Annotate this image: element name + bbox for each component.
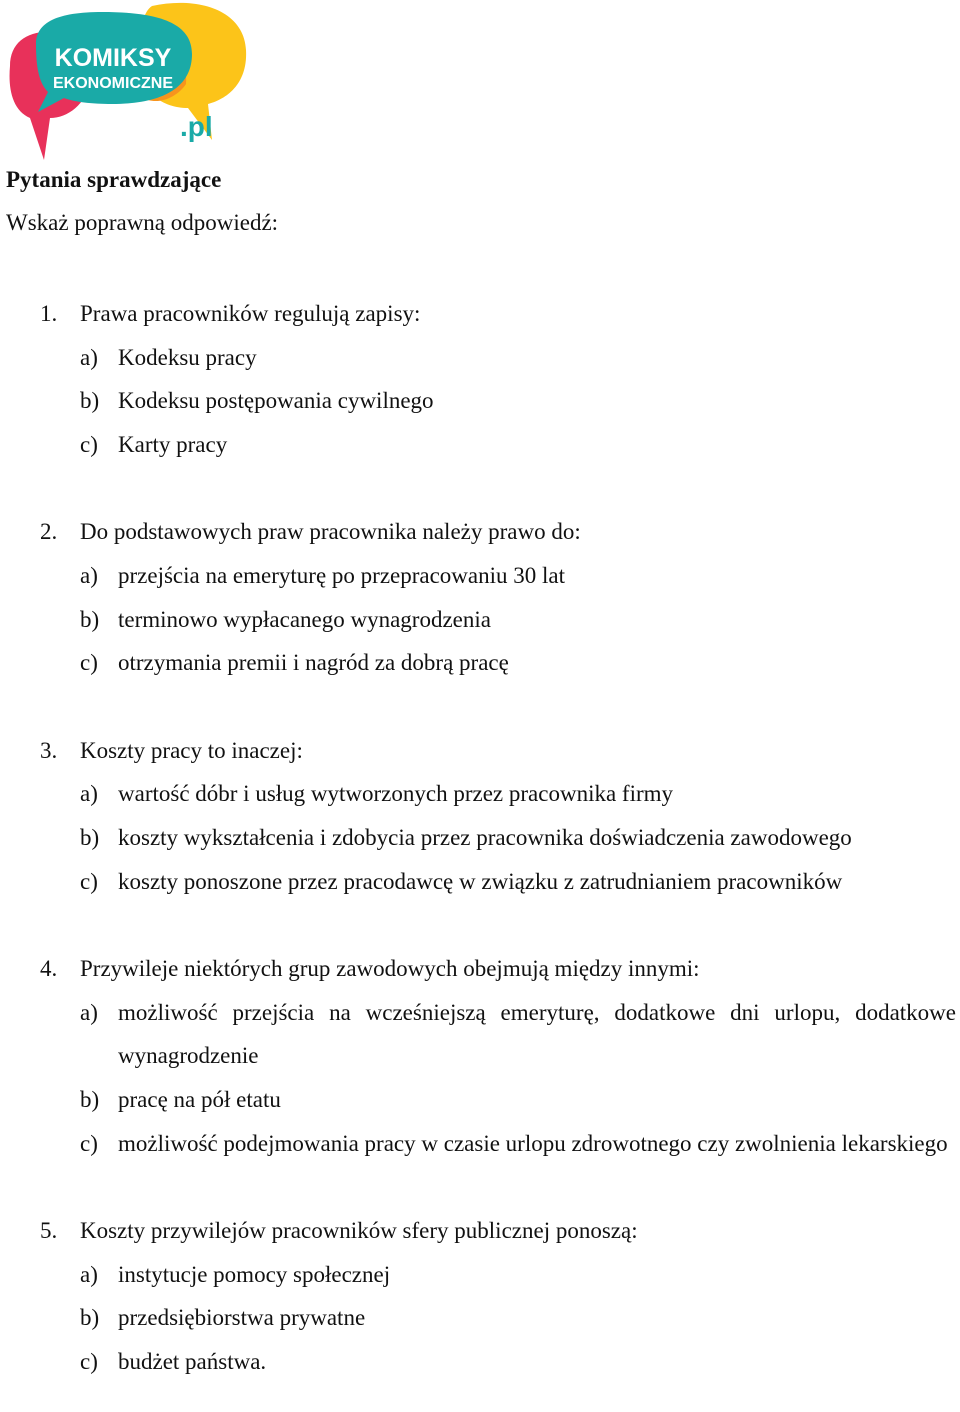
answer-letter: c) [80,650,98,676]
question-row [0,1209,960,1253]
answer-letter: b) [80,1305,100,1331]
answer-text: Karty pracy [118,431,228,457]
question-number: 2. [40,519,58,545]
question-row [0,510,960,554]
answer-option [0,1296,960,1340]
logo-suffix: .pl [180,111,213,142]
answer-letter: c) [80,1348,98,1374]
answer-option [0,1078,960,1122]
question-text: Prawa pracowników regulują zapisy: [80,301,421,326]
answer-option [0,1122,960,1166]
question-number: 1. [40,301,58,326]
answer-option [0,860,960,904]
logo-speech-bubbles-graphic [2,0,247,165]
answer-letter: a) [80,344,98,370]
logo-line2: EKONOMICZNE [53,75,173,92]
instruction-text: Wskaż poprawną odpowiedź: [6,210,279,235]
logo-line1: KOMIKSY [54,44,172,72]
question-row [0,729,960,773]
answer-letter: c) [80,431,98,457]
answer-letter: c) [80,868,98,894]
question-row [0,292,960,336]
answer-letter: b) [80,1086,100,1112]
question-text: Przywileje niektórych grup zawodowych obejmują między innymi: [80,956,700,982]
answer-option [0,336,960,380]
answer-option [0,991,960,1078]
answer-letter: a) [80,999,98,1025]
answer-text: przejścia na emeryturę po przepracowaniu 30 lat [118,562,566,588]
answer-letter: b) [80,824,100,850]
question-text: Koszty pracy to inaczej: [80,737,303,763]
answer-text: przedsiębiorstwa prywatne [118,1305,366,1331]
answer-option [0,598,960,642]
question-row [0,947,960,991]
question-text: Koszty przywilejów pracowników sfery publicznej ponoszą: [80,1218,638,1244]
answer-text: możliwość podejmowania pracy w czasie urlopu zdrowotnego czy zwolnienia lekarskiego [118,1130,948,1156]
answer-letter: b) [80,606,100,632]
answer-option [0,641,960,685]
answer-letter: a) [80,1261,98,1287]
question-number: 5. [40,1218,58,1244]
answer-text: koszty wykształcenia i zdobycia przez pracownika doświadczenia zawodowego [118,824,852,850]
question-list [0,292,960,1383]
question-5 [0,1209,960,1383]
answer-letter: a) [80,781,98,807]
page-title: Pytania sprawdzające [6,167,222,192]
answer-option [0,772,960,816]
answer-option [0,1340,960,1384]
answer-letter: b) [80,388,100,414]
answer-text: terminowo wypłacanego wynagrodzenia [118,606,491,632]
answer-option [0,1253,960,1297]
answer-letter: c) [80,1130,98,1156]
answer-text: wartość dóbr i usług wytworzonych przez pracownika firmy [118,781,674,807]
question-2 [0,510,960,684]
question-1 [0,292,960,466]
answer-text: koszty ponoszone przez pracodawcę w związku z zatrudnianiem pracowników [118,868,843,894]
question-4 [0,947,960,1165]
answer-text: pracę na pół etatu [118,1086,281,1112]
answer-text: Kodeksu postępowania cywilnego [118,388,434,414]
question-number: 4. [40,956,58,982]
question-text: Do podstawowych praw pracownika należy prawo do: [80,519,581,545]
answer-text: możliwość przejścia na wcześniejszą emeryturę, dodatkowe dni urlopu, dodatkowe wynagrodzenie [118,999,956,1069]
answer-option [0,423,960,467]
answer-text: budżet państwa. [118,1348,267,1374]
answer-text: instytucje pomocy społecznej [118,1261,391,1287]
question-number: 3. [40,737,58,763]
answer-text: Kodeksu pracy [118,344,257,370]
question-3 [0,729,960,903]
answer-text: otrzymania premii i nagród za dobrą pracę [118,650,509,676]
answer-letter: a) [80,562,98,588]
answer-option [0,816,960,860]
answer-option [0,554,960,598]
answer-option [0,379,960,423]
komiksy-ekonomiczne-logo [2,0,247,165]
